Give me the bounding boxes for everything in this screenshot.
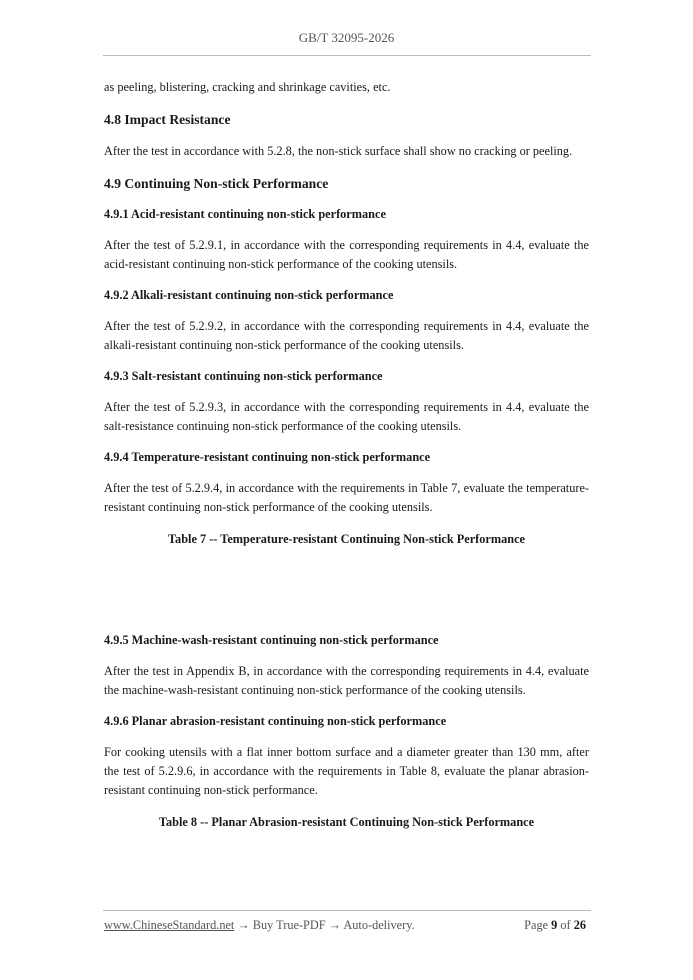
- table-7-placeholder-space: [104, 549, 589, 631]
- section-4-9-1-heading: 4.9.1 Acid-resistant continuing non-stick performance: [104, 207, 386, 221]
- section-4-9-2-heading: 4.9.2 Alkali-resistant continuing non-stick performance: [104, 288, 394, 302]
- page-body: [104, 78, 589, 832]
- section-4-9-3-text: After the test of 5.2.9.3, in accordance with the corresponding requirements in 4.4, evaluate the salt-resistance continuing non-stick performance of the cooking utensils.: [104, 400, 589, 433]
- document-header: [0, 30, 693, 46]
- table-8-caption: Table 8 -- Planar Abrasion-resistant Continuing Non-stick Performance: [158, 815, 535, 829]
- total-pages: 26: [573, 918, 586, 932]
- page-label: Page: [524, 918, 549, 932]
- arrow-right-icon: →: [237, 918, 250, 932]
- buy-pdf-text: Buy True-PDF: [252, 918, 326, 932]
- section-4-9-6-heading: 4.9.6 Planar abrasion-resistant continuing non-stick performance: [104, 714, 447, 728]
- section-4-9-5-text: After the test in Appendix B, in accordance with the corresponding requirements in 4.4, evaluate the machine-wash-resistant continuing non-stick performance of the cooking utensils.: [104, 664, 589, 697]
- auto-delivery-text: Auto-delivery.: [343, 918, 415, 932]
- footer-divider: [103, 910, 591, 911]
- header-divider: [103, 55, 591, 56]
- site-link[interactable]: www.ChineseStandard.net: [104, 918, 235, 932]
- section-4-9-5-heading: 4.9.5 Machine-wash-resistant continuing non-stick performance: [104, 633, 439, 647]
- standard-code: GB/T 32095-2026: [298, 30, 395, 45]
- section-4-9-heading: 4.9 Continuing Non-stick Performance: [104, 176, 329, 191]
- section-4-9-4-text: After the test of 5.2.9.4, in accordance with the requirements in Table 7, evaluate the temperature-resistant continuing non-stick performance of the cooking utensils.: [104, 481, 589, 514]
- table-7-caption: Table 7 -- Temperature-resistant Continuing Non-stick Performance: [167, 532, 526, 546]
- footer-promo: [104, 918, 415, 933]
- current-page: 9: [551, 918, 558, 932]
- section-4-9-6-text: For cooking utensils with a flat inner bottom surface and a diameter greater than 130 mm, after the test of 5.2.9.6, in accordance with the requirements in Table 8, evaluate the planar abrasion-resistant continuing non-stick performance.: [104, 745, 589, 797]
- page-number: [524, 918, 586, 933]
- section-4-9-3-heading: 4.9.3 Salt-resistant continuing non-stick performance: [104, 369, 383, 383]
- intro-paragraph: as peeling, blistering, cracking and shrinkage cavities, etc.: [104, 80, 391, 94]
- section-4-8-heading: 4.8 Impact Resistance: [104, 112, 231, 127]
- section-4-8-text: After the test in accordance with 5.2.8, the non-stick surface shall show no cracking or peeling.: [104, 144, 573, 158]
- section-4-9-1-text: After the test of 5.2.9.1, in accordance with the corresponding requirements in 4.4, evaluate the acid-resistant continuing non-stick performance of the cooking utensils.: [104, 238, 589, 271]
- section-4-9-2-text: After the test of 5.2.9.2, in accordance with the corresponding requirements in 4.4, evaluate the alkali-resistant continuing non-stick performance of the cooking utensils.: [104, 319, 589, 352]
- of-label: of: [560, 918, 571, 932]
- section-4-9-4-heading: 4.9.4 Temperature-resistant continuing non-stick performance: [104, 450, 431, 464]
- arrow-right-icon: →: [328, 918, 341, 932]
